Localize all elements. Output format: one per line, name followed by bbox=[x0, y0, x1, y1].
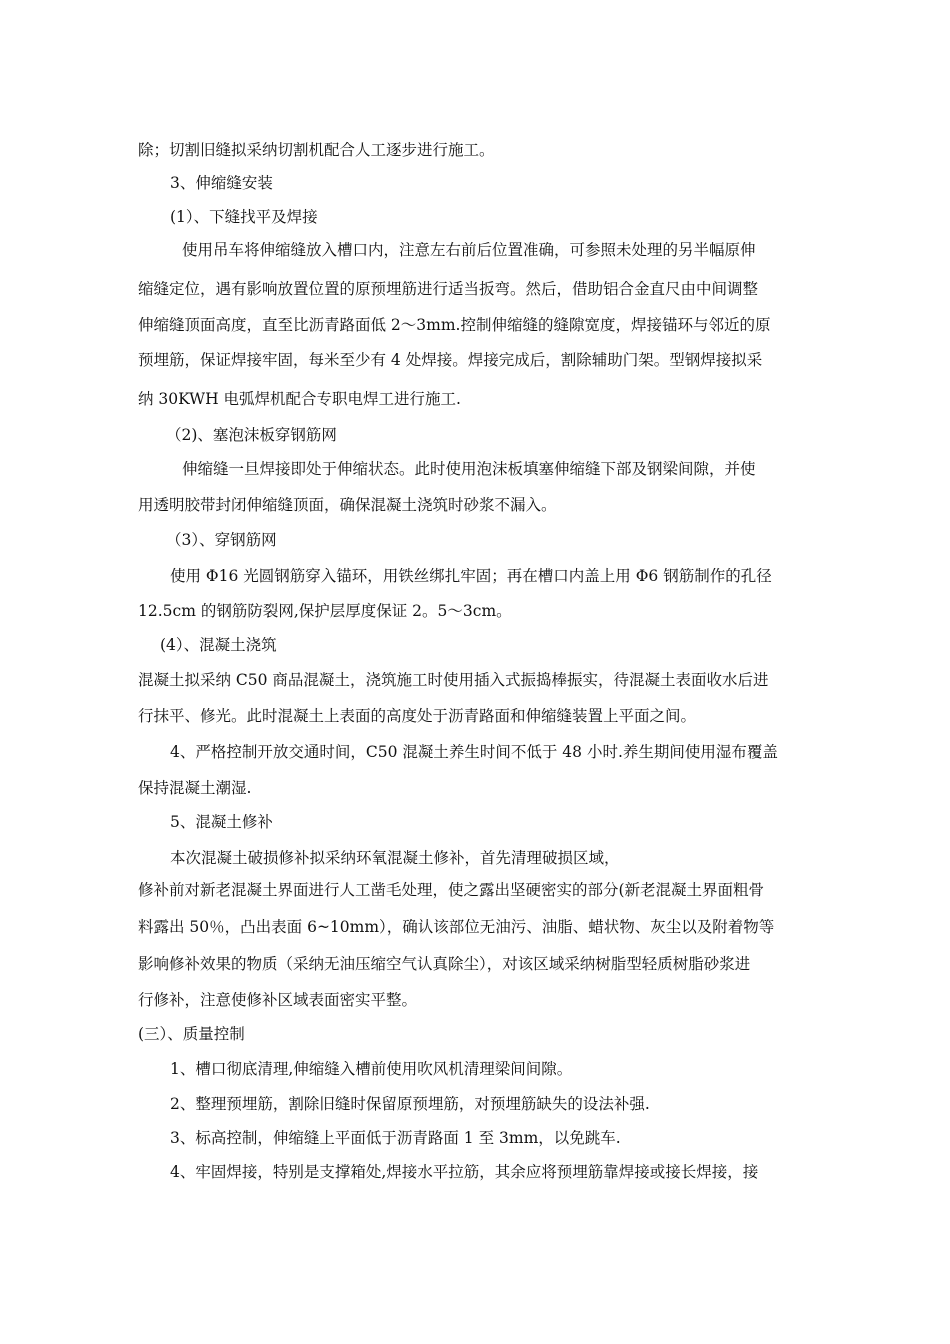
section-heading: 3、伸缩缝安装 bbox=[170, 174, 273, 192]
paragraph-line: 使用 Φ16 光圆钢筋穿入锚环，用铁丝绑扎牢固；再在槽口内盖上用 Φ6 钢筋制作的孔径 bbox=[170, 567, 772, 585]
paragraph-line: 保持混凝土潮湿. bbox=[138, 779, 252, 797]
list-item: 4、牢固焊接，特别是支撑箱处,焊接水平拉筋，其余应将预埋筋靠焊接或接长焊接，接 bbox=[170, 1163, 759, 1181]
subsection-heading: （3）、穿钢筋网 bbox=[166, 531, 277, 549]
paragraph-line: 预埋筋，保证焊接牢固，每米至少有 4 处焊接。焊接完成后，割除辅助门架。型钢焊接拟采 bbox=[138, 351, 763, 369]
list-item: 3、标高控制，伸缩缝上平面低于沥青路面 1 至 3mm，以免跳车. bbox=[170, 1129, 621, 1147]
paragraph-line: 本次混凝土破损修补拟采纳环氧混凝土修补，首先清理破损区域， bbox=[170, 849, 620, 867]
subsection-heading: （2)、塞泡沫板穿钢筋网 bbox=[166, 426, 337, 444]
paragraph-line: 伸缩缝顶面高度，直至比沥青路面低 2～3mm.控制伸缩缝的缝隙宽度，焊接锚环与邻近的原 bbox=[138, 316, 771, 334]
subsection-heading: (4）、混凝土浇筑 bbox=[160, 636, 277, 654]
list-item: 1、槽口彻底清理,伸缩缝入槽前使用吹风机清理梁间间隙。 bbox=[170, 1060, 573, 1078]
paragraph-line: 用透明胶带封闭伸缩缝顶面，确保混凝土浇筑时砂浆不漏入。 bbox=[138, 496, 557, 514]
section-heading: (三）、质量控制 bbox=[138, 1025, 245, 1043]
list-item: 2、整理预埋筋，割除旧缝时保留原预埋筋，对预埋筋缺失的设法补强. bbox=[170, 1095, 650, 1113]
paragraph-line: 修补前对新老混凝土界面进行人工凿毛处理，使之露出坚硬密实的部分(新老混凝土界面粗骨 bbox=[138, 881, 765, 899]
paragraph-line: 除；切割旧缝拟采纳切割机配合人工逐步进行施工。 bbox=[138, 141, 495, 159]
section-heading: 5、混凝土修补 bbox=[170, 813, 273, 831]
paragraph-line: 4、严格控制开放交通时间，C50 混凝土养生时间不低于 48 小时.养生期间使用湿布覆盖 bbox=[170, 743, 778, 761]
paragraph-line: 伸缩缝一旦焊接即处于伸缩状态。此时使用泡沫板填塞伸缩缝下部及钢梁间隙，并使 bbox=[182, 460, 756, 478]
paragraph-line: 混凝土拟采纳 C50 商品混凝土，浇筑施工时使用插入式振捣棒振实，待混凝土表面收水后进 bbox=[138, 671, 769, 689]
subsection-heading: (1）、下缝找平及焊接 bbox=[170, 208, 318, 226]
paragraph-line: 纳 30KWH 电弧焊机配合专职电焊工进行施工. bbox=[138, 390, 461, 408]
paragraph-line: 使用吊车将伸缩缝放入槽口内，注意左右前后位置准确，可参照未处理的另半幅原伸 bbox=[182, 241, 756, 259]
paragraph-line: 12.5cm 的钢筋防裂网,保护层厚度保证 2。5～3cm。 bbox=[138, 602, 512, 620]
paragraph-line: 料露出 50％，凸出表面 6~10mm），确认该部位无油污、油脂、蜡状物、灰尘以及附着物等 bbox=[138, 918, 775, 936]
paragraph-line: 行修补，注意使修补区域表面密实平整。 bbox=[138, 991, 418, 1009]
paragraph-line: 缩缝定位，遇有影响放置位置的原预埋筋进行适当扳弯。然后，借助铝合金直尺由中间调整 bbox=[138, 280, 759, 298]
paragraph-line: 影响修补效果的物质（采纳无油压缩空气认真除尘），对该区域采纳树脂型轻质树脂砂浆进 bbox=[138, 955, 751, 973]
paragraph-line: 行抹平、修光。此时混凝土上表面的高度处于沥青路面和伸缩缝装置上平面之间。 bbox=[138, 707, 697, 725]
